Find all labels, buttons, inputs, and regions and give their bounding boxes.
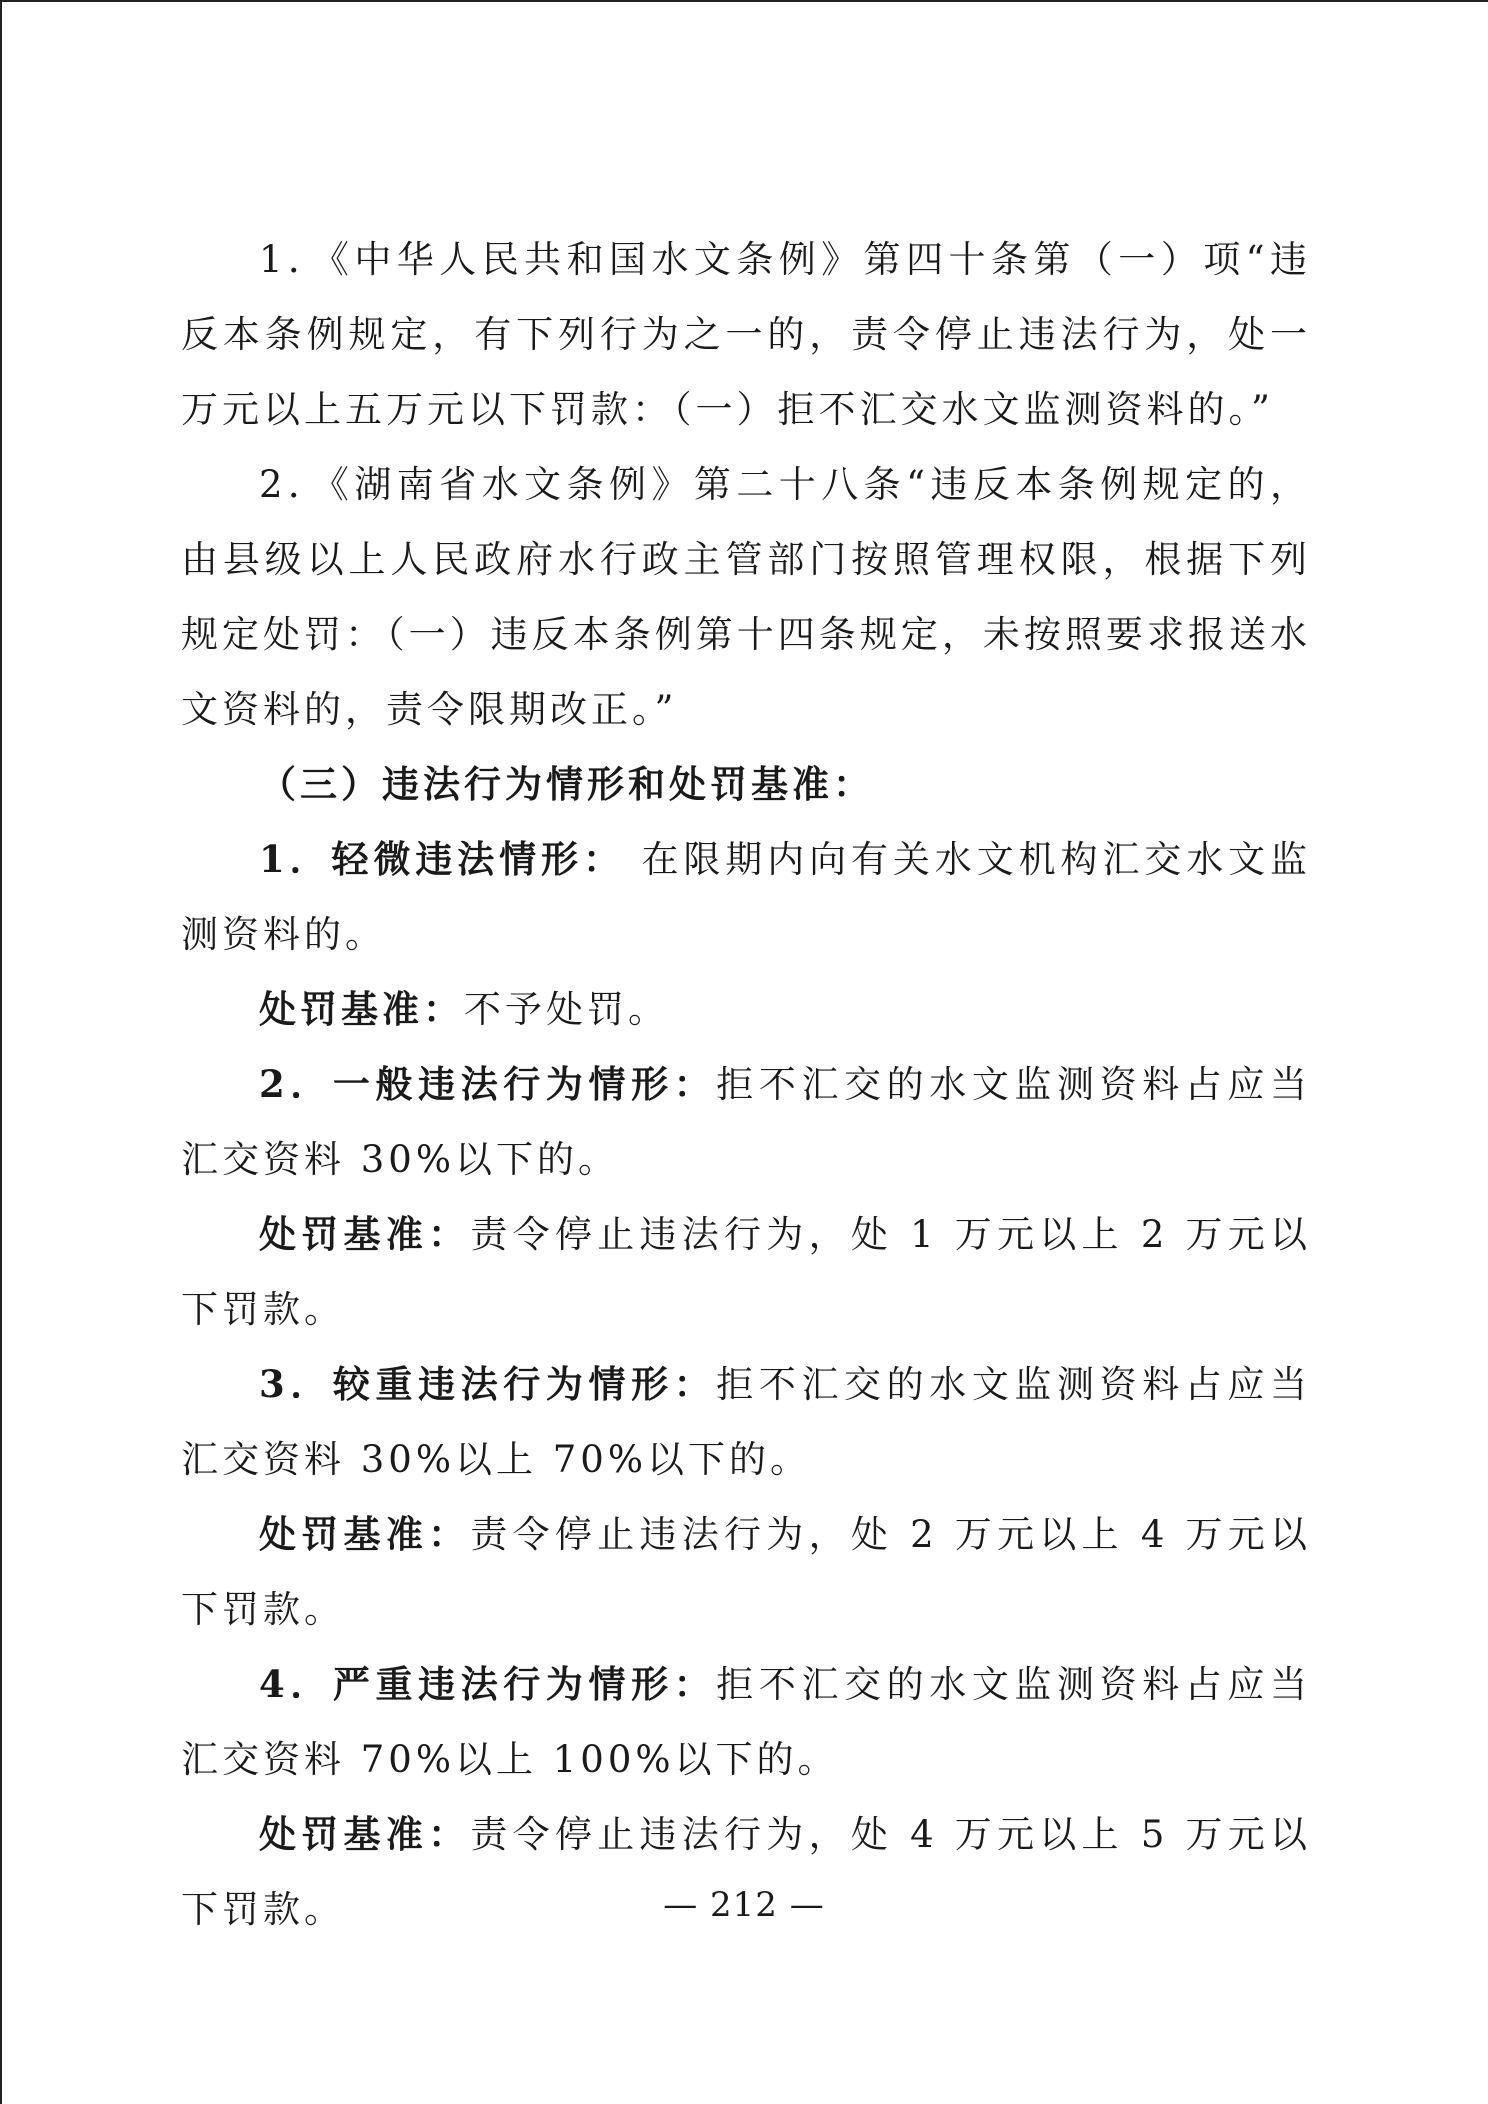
item-text: 拒不汇交的水文监测资料占应当汇交资料 30%以下的。: [181, 1063, 1311, 1181]
item-minor-penalty: [181, 972, 1311, 1047]
item-text: 责令停止违法行为，处 2 万元以上 4 万元以下罚款。: [181, 1513, 1311, 1631]
item-text: 拒不汇交的水文监测资料占应当汇交资料 30%以上 70%以下的。: [181, 1363, 1311, 1481]
paragraph-hydrology-regulation-national: 1．《中华人民共和国水文条例》第四十条第（一）项“违反本条例规定，有下列行为之一的，责令停止违法行为，处一万元以上五万元以下罚款：（一）拒不汇交水文监测资料的。”: [181, 238, 1311, 431]
item-label: 1．轻微违法情形：: [259, 837, 625, 881]
item-text: 拒不汇交的水文监测资料占应当汇交资料 70%以上 100%以下的。: [181, 1663, 1311, 1781]
item-label: 4．严重违法行为情形：: [259, 1662, 717, 1706]
item-text: 责令停止违法行为，处 1 万元以上 2 万元以下罚款。: [181, 1213, 1311, 1331]
item-general-penalty: [181, 1197, 1311, 1347]
item-text: 在限期内向有关水文机构汇交水文监测资料的。: [181, 838, 1311, 956]
item-label: 2．一般违法行为情形：: [259, 1062, 717, 1106]
item-label: 3．较重违法行为情形：: [259, 1362, 717, 1406]
item-label: 处罚基准：: [259, 987, 464, 1031]
item-general-violation: [181, 1047, 1311, 1197]
page-number: — 212 —: [663, 1885, 825, 1925]
item-label: 处罚基准：: [259, 1212, 471, 1256]
document-body: [181, 222, 1311, 1947]
item-label: 处罚基准：: [259, 1812, 471, 1856]
item-minor-violation: [181, 822, 1311, 972]
item-serious-penalty: [181, 1497, 1311, 1647]
item-serious-violation: [181, 1347, 1311, 1497]
item-text: 不予处罚。: [464, 988, 669, 1031]
paragraph-hydrology-regulation-hunan: 2．《湖南省水文条例》第二十八条“违反本条例规定的，由县级以上人民政府水行政主管部门按照管理权限，根据下列规定处罚：（一）违反本条例第十四条规定，未按照要求报送水文资料的，责令限期改正。”: [181, 463, 1311, 731]
item-label: 处罚基准：: [259, 1512, 471, 1556]
item-text: 责令停止违法行为，处 4 万元以上 5 万元以下罚款。: [181, 1813, 1311, 1931]
section-heading: （三）违法行为情形和处罚基准：: [259, 762, 874, 806]
item-severe-violation: [181, 1647, 1311, 1797]
